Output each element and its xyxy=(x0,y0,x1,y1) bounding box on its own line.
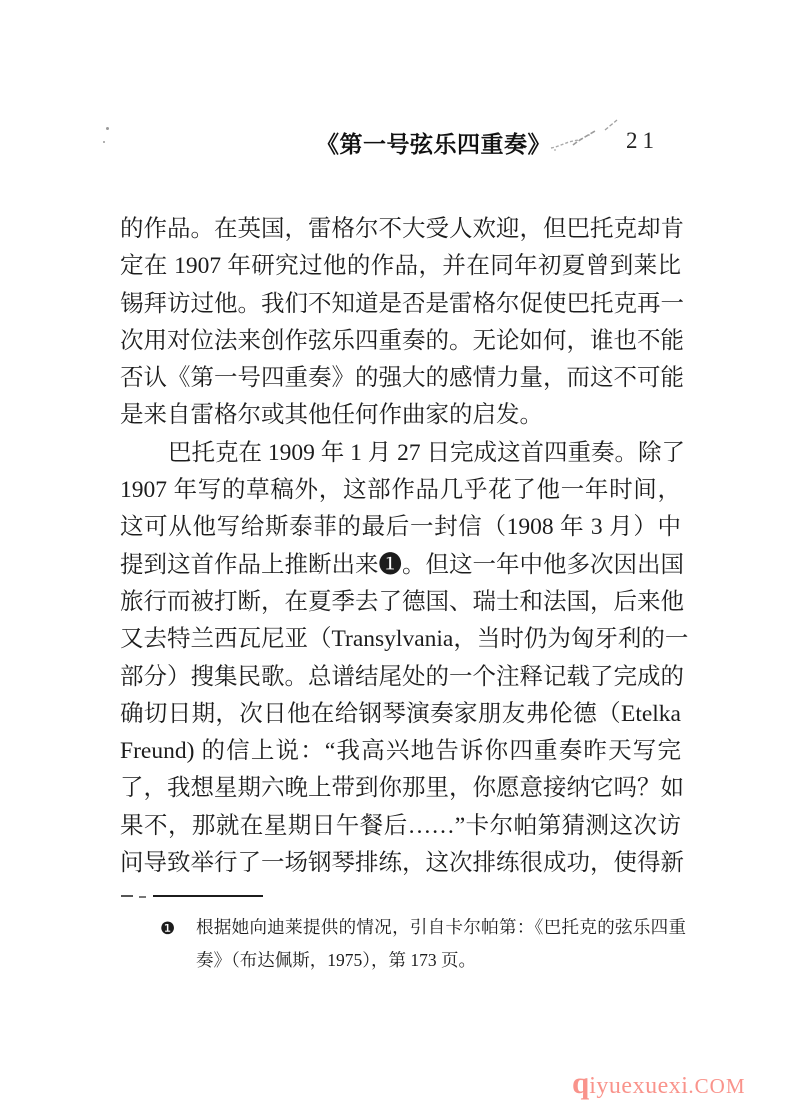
footnote-line: 奏》（布达佩斯，1975），第 173 页。 xyxy=(196,950,476,970)
scan-noise-dot xyxy=(103,141,105,143)
footnote-separator-dash xyxy=(139,896,146,898)
watermark-text: iyuexuexi xyxy=(589,1073,689,1099)
page-number: 21 xyxy=(626,128,659,153)
text-line: 又去特兰西瓦尼亚（Transylvania，当时仍为匈牙利的一 xyxy=(120,626,689,653)
footnote-separator-rule xyxy=(153,895,263,897)
text-line: 果不，那就在星期日午餐后……”卡尔帕第猜测这次访 xyxy=(120,812,681,839)
text-line: 是来自雷格尔或其他任何作曲家的启发。 xyxy=(120,402,543,429)
footnote-text xyxy=(196,911,686,977)
body-text xyxy=(120,211,689,882)
watermark-initial: q xyxy=(572,1065,590,1100)
text-line: 问导致举行了一场钢琴排练，这次排练很成功，使得新 xyxy=(120,850,684,877)
watermark-domain-suffix: .COM xyxy=(688,1074,746,1098)
text-line: 巴托克在 1909 年 1 月 27 日完成这首四重奏。除了 xyxy=(168,439,685,466)
text-line: 定在 1907 年研究过他的作品，并在同年初夏曾到莱比 xyxy=(120,253,681,280)
text-line: 提到这首作品上推断出来❶。但这一年中他多次因出国 xyxy=(120,551,684,578)
text-line: 这可从他写给斯泰菲的最后一封信（1908 年 3 月）中 xyxy=(120,514,681,541)
running-head-title: 《第一号弦乐四重奏》 xyxy=(316,132,551,157)
text-line: Freund) 的信上说：“我高兴地告诉你四重奏昨天写完 xyxy=(120,738,681,765)
text-line: 锡拜访过他。我们不知道是否是雷格尔促使巴托克再一 xyxy=(120,290,684,317)
footnote xyxy=(160,911,686,977)
text-line: 旅行而被打断，在夏季去了德国、瑞士和法国，后来他 xyxy=(120,588,684,615)
footnote-line: 根据她向迪莱提供的情况，引自卡尔帕第：《巴托克的弦乐四重 xyxy=(196,917,686,937)
scan-noise-dot xyxy=(106,127,109,130)
site-watermark xyxy=(572,1066,746,1106)
footnote-marker-icon: ❶ xyxy=(160,919,176,938)
footnote-separator-dash xyxy=(121,895,133,897)
text-line: 次用对位法来创作弦乐四重奏的。无论如何，谁也不能 xyxy=(120,327,684,354)
text-line: 了，我想星期六晚上带到你那里，你愿意接纳它吗？如 xyxy=(120,775,684,802)
text-line: 的作品。在英国，雷格尔不大受人欢迎，但巴托克却肯 xyxy=(120,216,684,242)
text-line: 确切日期，次日他在给钢琴演奏家朋友弗伦德（Etelka xyxy=(120,700,681,727)
text-line: 部分）搜集民歌。总谱结尾处的一个注释记载了完成的 xyxy=(120,663,684,690)
text-line: 否认《第一号四重奏》的强大的感情力量，而这不可能 xyxy=(120,365,684,392)
text-line: 1907 年写的草稿外，这部作品几乎花了他一年时间， xyxy=(120,477,681,504)
